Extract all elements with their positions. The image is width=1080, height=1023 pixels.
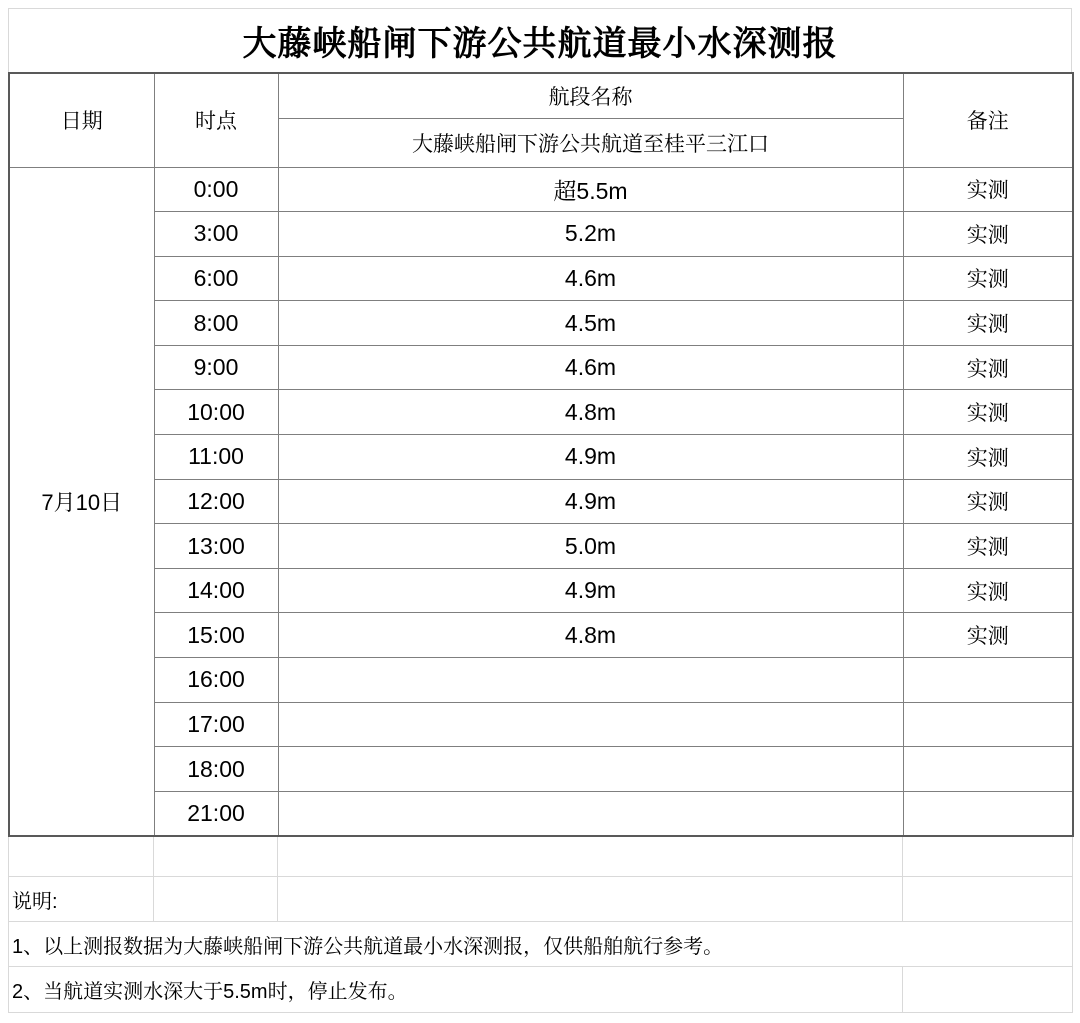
time-cell: 13:00: [154, 524, 278, 569]
note-1: 1、以上测报数据为大藤峡船闸下游公共航道最小水深测报，仅供船舶航行参考。: [9, 922, 1073, 967]
remark-cell: [903, 747, 1073, 792]
remark-cell: 实测: [903, 301, 1073, 346]
remark-cell: [903, 702, 1073, 747]
time-cell: 16:00: [154, 658, 278, 703]
depth-cell: 4.9m: [278, 435, 903, 480]
depth-cell: [278, 791, 903, 836]
remark-cell: 实测: [903, 613, 1073, 658]
table-row: [9, 702, 1073, 747]
depth-cell: [278, 747, 903, 792]
depth-cell: [278, 702, 903, 747]
time-cell: 12:00: [154, 479, 278, 524]
remark-cell: 实测: [903, 524, 1073, 569]
table-row: [9, 479, 1073, 524]
table-row: [9, 345, 1073, 390]
table-row: [9, 791, 1073, 836]
depth-cell: 4.9m: [278, 479, 903, 524]
empty-cell: [9, 837, 154, 877]
time-cell: 6:00: [154, 256, 278, 301]
table-row: [9, 212, 1073, 257]
time-cell: 9:00: [154, 345, 278, 390]
header-time: 时点: [154, 73, 278, 167]
empty-cell: [903, 837, 1073, 877]
table-row: [9, 747, 1073, 792]
notes-label-row: [9, 877, 1073, 922]
depth-cell: 4.6m: [278, 345, 903, 390]
table-row: [9, 435, 1073, 480]
depth-cell: [278, 658, 903, 703]
remark-cell: [903, 658, 1073, 703]
time-cell: 14:00: [154, 568, 278, 613]
remark-cell: 实测: [903, 390, 1073, 435]
empty-cell: [903, 967, 1073, 1013]
empty-cell: [154, 837, 278, 877]
depth-cell: 4.8m: [278, 613, 903, 658]
depth-report-table: [8, 72, 1074, 837]
report-title: 大藤峡船闸下游公共航道最小水深测报: [8, 8, 1072, 72]
remark-cell: 实测: [903, 212, 1073, 257]
time-cell: 11:00: [154, 435, 278, 480]
depth-cell: 4.5m: [278, 301, 903, 346]
time-cell: 0:00: [154, 167, 278, 212]
remark-cell: 实测: [903, 435, 1073, 480]
time-cell: 10:00: [154, 390, 278, 435]
depth-cell: 5.0m: [278, 524, 903, 569]
remark-cell: 实测: [903, 256, 1073, 301]
depth-cell: 4.6m: [278, 256, 903, 301]
depth-cell: 超5.5m: [278, 167, 903, 212]
table-row: [9, 301, 1073, 346]
table-row: [9, 256, 1073, 301]
remark-cell: 实测: [903, 568, 1073, 613]
remark-cell: [903, 791, 1073, 836]
depth-cell: 5.2m: [278, 212, 903, 257]
time-cell: 17:00: [154, 702, 278, 747]
remark-cell: 实测: [903, 167, 1073, 212]
notes-section: [8, 837, 1073, 1014]
empty-cell: [278, 837, 903, 877]
time-cell: 18:00: [154, 747, 278, 792]
depth-cell: 4.9m: [278, 568, 903, 613]
spacer-row: [9, 837, 1073, 877]
note-2: 2、当航道实测水深大于5.5m时，停止发布。: [9, 967, 903, 1013]
time-cell: 21:00: [154, 791, 278, 836]
notes-label: 说明:: [9, 877, 154, 922]
note-row: [9, 922, 1073, 967]
empty-cell: [154, 877, 278, 922]
empty-cell: [278, 877, 903, 922]
table-row: [9, 524, 1073, 569]
time-cell: 8:00: [154, 301, 278, 346]
note-row: [9, 967, 1073, 1013]
header-remark: 备注: [903, 73, 1073, 167]
table-row: [9, 390, 1073, 435]
remark-cell: 实测: [903, 345, 1073, 390]
time-cell: 3:00: [154, 212, 278, 257]
table-row: [9, 658, 1073, 703]
header-segment: 航段名称: [278, 73, 903, 118]
depth-cell: 4.8m: [278, 390, 903, 435]
remark-cell: 实测: [903, 479, 1073, 524]
header-segment-sub: 大藤峡船闸下游公共航道至桂平三江口: [278, 118, 903, 167]
header-row-1: [9, 73, 1073, 118]
table-row: [9, 167, 1073, 212]
time-cell: 15:00: [154, 613, 278, 658]
empty-cell: [903, 877, 1073, 922]
table-row: [9, 568, 1073, 613]
table-row: [9, 613, 1073, 658]
date-cell: 7月10日: [9, 167, 154, 836]
header-date: 日期: [9, 73, 154, 167]
